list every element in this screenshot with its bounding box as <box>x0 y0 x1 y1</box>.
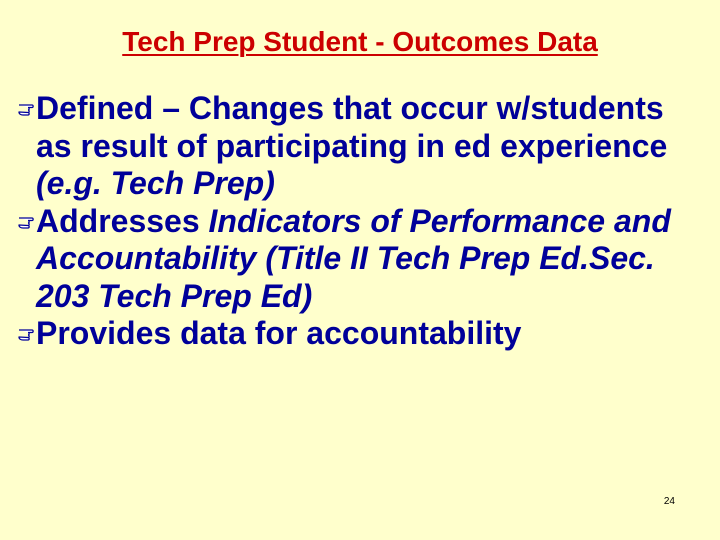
bullet-text: Defined – Changes that occur w/students as result of participating in ed experience <box>36 90 668 164</box>
bullet-text: Provides data for accountability <box>36 315 522 351</box>
pointing-hand-icon <box>18 324 40 342</box>
bullet-item-defined <box>22 90 702 203</box>
bullet-text: Addresses <box>36 202 209 239</box>
pointing-hand-icon <box>18 99 40 117</box>
pointing-hand-icon <box>18 212 40 230</box>
bullet-text-italic: (e.g. Tech Prep) <box>36 165 275 201</box>
bullet-list <box>22 90 702 353</box>
page-number: 24 <box>663 496 675 507</box>
bullet-item-provides <box>22 315 702 353</box>
bullet-text-italic: Indicators of Performance and Accountability (Title II Tech Prep Ed.Sec. 203 Tech Prep Ed) <box>36 202 671 314</box>
slide-title: Tech Prep Student - Outcomes Data <box>122 26 598 57</box>
bullet-item-addresses <box>22 203 702 316</box>
